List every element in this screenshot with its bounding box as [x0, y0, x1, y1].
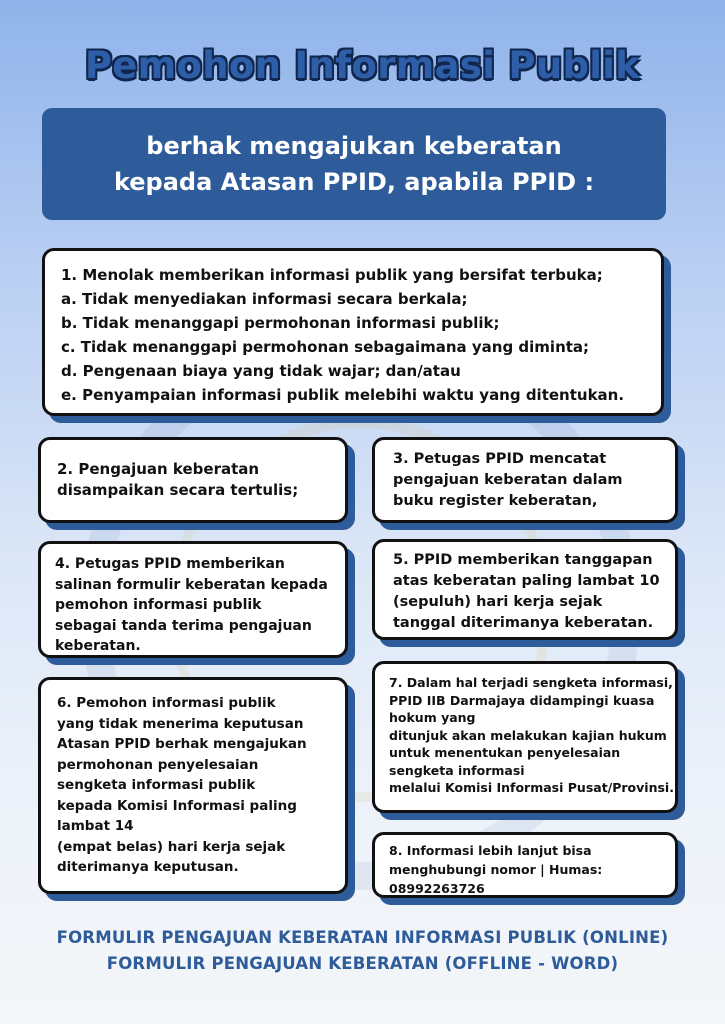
card-line: pemohon informasi publik	[55, 597, 262, 613]
card-line: kepada Komisi Informasi paling	[57, 797, 297, 814]
card-line: PPID IIB Darmajaya didampingi kuasa	[389, 692, 655, 708]
card-line: c. Tidak menanggapi permohonan sebagaimana yang diminta;	[61, 338, 590, 356]
card-line: 8. Informasi lebih lanjut bisa	[389, 843, 592, 858]
card-step-3	[372, 437, 678, 523]
card-line: untuk menentukan penyelesaian	[389, 745, 621, 760]
card-line: sebagai tanda terima pengajuan	[55, 617, 312, 634]
card-line: melalui Komisi Informasi Pusat/Provinsi.	[389, 780, 674, 795]
card-line: 7. Dalam hal terjadi sengketa informasi,	[389, 675, 673, 690]
card-line: pengajuan keberatan dalam	[393, 471, 623, 488]
header-banner	[42, 108, 666, 220]
card-step-6	[38, 677, 348, 894]
card-line: (sepuluh) hari kerja sejak	[393, 594, 603, 610]
card-line: e. Penyampaian informasi publik melebihi waktu yang ditentukan.	[61, 386, 625, 404]
card-line: (empat belas) hari kerja sejak	[57, 838, 286, 855]
contact-phone: 08992263726	[389, 881, 485, 896]
banner-line-1: berhak mengajukan keberatan	[146, 132, 562, 160]
card-line: ditunjuk akan melakukan kajian hukum	[389, 727, 667, 743]
card-line: sengketa informasi publik	[57, 777, 256, 793]
card-line: salinan formulir keberatan kepada	[55, 576, 328, 593]
card-line: d. Pengenaan biaya yang tidak wajar; dan/atau	[61, 362, 461, 380]
card-rejection-reasons	[42, 248, 664, 416]
card-line: atas keberatan paling lambat 10	[393, 573, 660, 589]
card-step-8-contact	[372, 832, 678, 898]
card-line: Atasan PPID berhak mengajukan	[57, 736, 307, 752]
card-line: buku register keberatan,	[393, 492, 598, 509]
card-step-2	[38, 437, 348, 523]
card-line: diterimanya keputusan.	[57, 859, 239, 875]
card-step-7	[372, 661, 678, 813]
card-line: sengketa informasi	[389, 762, 525, 778]
card-line: 4. Petugas PPID memberikan	[55, 556, 285, 572]
card-line: keberatan.	[55, 638, 141, 654]
online-form-link[interactable]: FORMULIR PENGAJUAN KEBERATAN INFORMASI PUBLIK (ONLINE)	[56, 928, 669, 947]
card-line: yang tidak menerima keputusan	[57, 715, 304, 732]
card-line: disampaikan secara tertulis;	[57, 481, 299, 499]
card-line: lambat 14	[57, 818, 134, 834]
card-step-5	[372, 539, 678, 640]
card-line: 1. Menolak memberikan informasi publik yang bersifat terbuka;	[61, 266, 603, 284]
card-step-4	[38, 541, 348, 658]
card-line: b. Tidak menanggapi permohonan informasi publik;	[61, 314, 500, 332]
card-line: 6. Pemohon informasi publik	[57, 695, 276, 711]
card-line: 2. Pengajuan keberatan	[57, 460, 260, 478]
card-line: hokum yang	[389, 710, 476, 725]
card-line: tanggal diterimanya keberatan.	[393, 615, 654, 631]
card-line: permohonan penyelesaian	[57, 756, 259, 773]
card-line: 3. Petugas PPID mencatat	[393, 450, 607, 467]
banner-line-2: kepada Atasan PPID, apabila PPID :	[113, 168, 595, 196]
card-line: menghubungi nomor | Humas:	[389, 862, 603, 877]
offline-form-link[interactable]: FORMULIR PENGAJUAN KEBERATAN (OFFLINE - WORD)	[106, 954, 619, 973]
page-title: Pemohon Informasi Publik	[84, 44, 641, 87]
card-line: a. Tidak menyediakan informasi secara berkala;	[61, 290, 468, 308]
card-line: 5. PPID memberikan tanggapan	[393, 552, 653, 568]
